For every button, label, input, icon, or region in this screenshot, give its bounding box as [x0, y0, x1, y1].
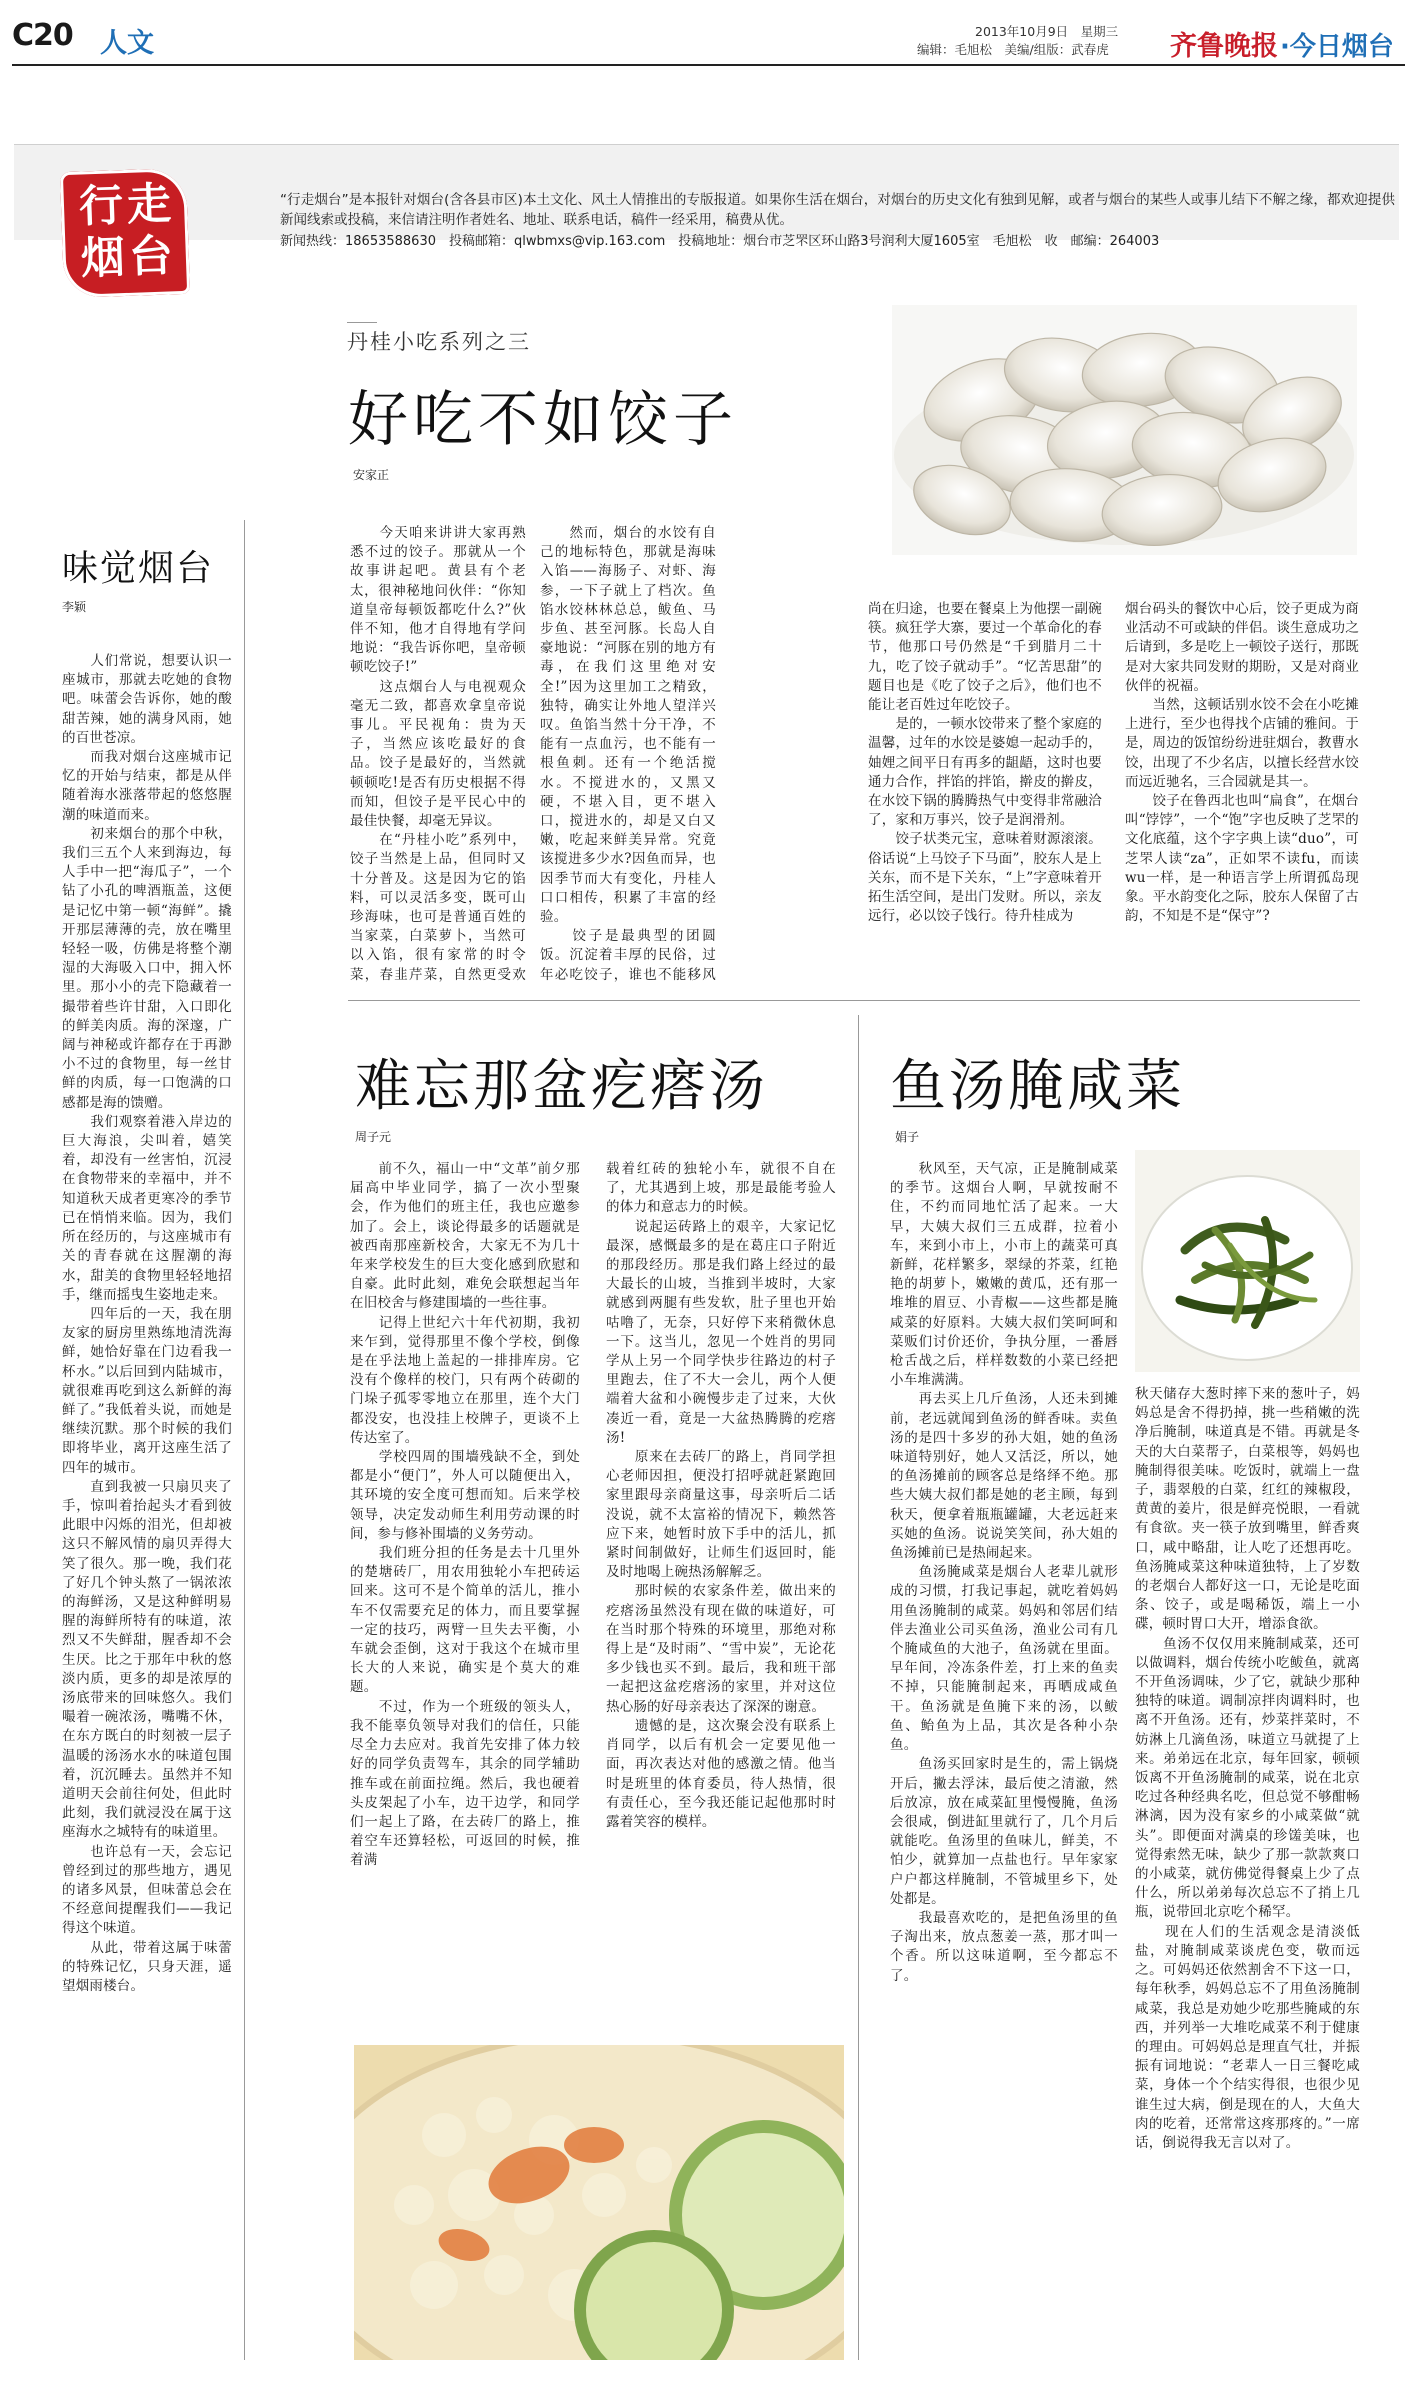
taste-body: 人们常说，想要认识一座城市，那就去吃她的食物吧。味蕾会告诉你，她的酸甜苦辣，她的满身风雨，她的百世苍凉。 而我对烟台这座城市记忆的开始与结束，都是从伴随着海水涨落带起的悠悠腥潮的味道而来。 初来烟台的那个中秋，我们三五个人来到海边，每人手中一把“海瓜子”，一个钻了小孔的啤酒瓶盖，这便是记忆中第一顿“海鲜”。撬开那层薄薄的壳，放在嘴里轻轻一吸，仿佛是将整个潮湿的大海吸入口中，拥入怀里。那小小的壳下隐藏着一撮带着些许甘甜，入口即化的鲜美肉质。海的深邃，广阔与神秘或许都存在于再渺小不过的食物里，每一丝甘鲜的肉质，每一口饱满的口感都是海的馈赠。 我们观察着港入岸边的巨大海浪，尖叫着，嬉笑着，却没有一丝害怕，沉浸在食物带来的幸福中，并不知道秋天成者更寒冷的季节已在悄悄来临。因为，我们所在经历的，与这座城市有关的青春就在这腥潮的海水，甜美的食物里轻轻地招手，继而摇曳生姿地走来。 四年后的一天，我在朋友家的厨房里熟练地清洗海鲜，她恰好靠在门边看我一杯水。”以后回到内陆城市，就很难再吃到这么新鲜的海鲜了。”我低着头说，而她是继续沉默。那个时候的我们即将毕业，离开这座生活了四年的城市。 直到我被一只扇贝夹了手，惊叫着抬起头才看到彼此眼中闪烁的泪光，但却被这只不解风情的扇贝弄得大笑了很久。那一晚，我们花了好几个钟头熬了一锅浓浓的海鲜汤，又是这种鲜明易腥的海鲜所特有的味道，浓烈又不失鲜甜，腥香却不会生厌。比之于那年中秋的悠淡内质，更多的却是浓厚的汤底带来的回味悠久。我们嘬着一碗浓汤，嘴嘴不休，在东方既白的时刻被一层子温暖的汤汤水水的味道包围着，沉沉睡去。虽然并不知道明天会前往何处，但此时此刻，我们就浸没在属于这座海水之城特有的味道里。 也许总有一天，会忘记曾经到过的那些地方，遇见的诸多风景，但味蕾总会在不经意间提醒我们——我记得这个味道。 从此，带着这属于味蕾的特殊记忆，只身天涯，遥望烟雨楼台。 [62, 653, 232, 1995]
dumplings-col-1: 今天咱来讲讲大家再熟悉不过的饺子。那就从一个故事讲起吧。黄县有个老太，很神秘地问伙伴：“你知道皇帝每顿饭都吃什么?”伙伴不知，他才自得地有学问地说：“我告诉你吧，皇帝顿顿吃饺子!” 这点烟台人与电视观众毫无二致，都喜欢拿皇帝说事儿。平民视角：贵为天子，当然应该吃最好的食品。饺子是最好的，当然就顿顿吃!是否有历史根据不得而知，但饺子是平民心中的最佳快餐，却毫无异议。 在“丹桂小吃”系列中，饺子当然是上品，但同时又十分普及。这是因为它的馅料，可以灵活多变，既可山珍海味，也可是普通百姓的当家菜，白菜萝卜，当然可以入馅，很有家常的时令菜，春韭芹菜，自然更受欢 [350, 525, 526, 983]
soup-photo [354, 2045, 844, 2360]
masthead-rule [12, 64, 1405, 66]
dumplings-photo [892, 305, 1357, 555]
column-logo-text: 行走烟台 [78, 178, 178, 285]
dumplings-col-3: 尚在归途，也要在餐桌上为他摆一副碗筷。疯狂学大寨，要过一个革命化的春节，他那口号仍然是“千到腊月二十九，吃了饺子就动手”。“忆苦思甜”的题目也是《吃了饺子之后》，他们也不能让老百姓过年吃饺子。 是的，一顿水饺带来了整个家庭的温馨，过年的水饺是婆媳一起动手的，妯娌之间平日有再多的龃龉，这时也要通力合作，拌馅的拌馅，擀皮的擀皮，在水饺下锅的腾腾热气中变得非常融洽了，家和万事兴，饺子是润滑剂。 饺子状类元宝，意味着财源滚滚。俗话说“上马饺子下马面”，胶东人是上关东，而不是下关东，“上”字意味着开拓生活空间，是出门发财。所以，亲友远行，必以饺子饯行。待升桂成为 [868, 601, 1102, 925]
page-number: C20 [12, 18, 73, 53]
soup-col-1: 前不久，福山一中“文革”前夕那届高中毕业同学，搞了一次小型聚会，作为他们的班主任，我也应邀参加了。会上，谈论得最多的话题就是被西南那座新校舍，大家无不为几十年来学校发生的巨大变化感到欣慰和自豪。此时此刻，难免会联想起当年在旧校舍与修建围墙的一些往事。 记得上世纪六十年代初期，我初来乍到，觉得那里不像个学校，倒像是在乎法地上盖起的一排排库房。它没有个像样的校门，只有两个砖砌的门垛子孤零零地立在那里，连个大门都没安，也没挂上校牌子，更谈不上传达室了。 学校四周的围墙残缺不全，到处都是小“便门”，外人可以随便出入，其环境的安全度可想而知。后来学校领导，决定发动师生利用劳动课的时间，参与修补围墙的义务劳动。 我们班分担的任务是去十几里外的楚塘砖厂，用农用独轮小车把砖运回来。这可不是个简单的活儿，推小车不仅需要充足的体力，而且要掌握一定的技巧，两臂一旦失去平衡，小车就会歪倒，这对于我这个在城市里长大的人来说，确实是个莫大的难题。 不过，作为一个班级的领头人，我不能辜负领导对我们的信任，只能尽全力去应对。我首先安排了体力较好的同学负责驾车，其余的同学辅助推车或在前面拉绳。然后，我也硬着头皮架起了小车，边干边学，和同学们一起上了路，在去砖厂的路上，推着空车还算轻松，可返回的时候，推着满 [350, 1161, 580, 1869]
dumplings-col-2: 然而，烟台的水饺有自己的地标特色，那就是海味入馅——海肠子、对虾、海参，一下子就上了档次。鱼馅水饺林林总总，鲅鱼、马步鱼、甚至河豚。长岛人自豪地说：“河豚在别的地方有毒，在我们这里绝对安全!”因为这里加工之精致，独特，确实让外地人望洋兴叹。鱼馅当然十分干净，不能有一点血污，也不能有一根鱼刺。还有一个绝活搅水。不搅进水的，又黑又硬，不堪入目，更不堪入口，搅进水的，却是又白又嫩，吃起来鲜美异常。究竟该搅进多少水?因鱼而异，也因季节而大有变化，丹桂人口口相传，积累了丰富的经验。 饺子是最典型的团圆饭。沉淀着丰厚的民俗，过年必吃饺子，谁也不能移风 [540, 525, 716, 983]
column-logo [60, 168, 190, 298]
pickle-photo [1135, 1150, 1360, 1372]
dumplings-kicker: 丹桂小吃系列之三 [347, 330, 531, 354]
kicker-rule [347, 322, 377, 323]
soup-col-2: 载着红砖的独轮小车，就很不自在了，尤其遇到上坡，那是最能考验人的体力和意志力的时候。 说起运砖路上的艰辛，大家记忆最深，感慨最多的是在葛庄口子附近的那段经历。那是我们路上经过的最大最长的山坡，当推到半坡时，大家就感到两腿有些发软，肚子里也开始咕噜了，无奈，只好停下来稍微休息一下。这当儿，忽见一个姓肖的男同学从上另一个同学快步往路边的村子里跑去，住了不大一会儿，两个人便端着大盆和小碗慢步走了过来，大伙凑近一看，竟是一大盆热腾腾的疙瘩汤! 原来在去砖厂的路上，肖同学担心老师因担，便没打招呼就赶紧跑回家里跟母亲商量这事，母亲听后二话没说，就不太富裕的情况下，赖然答应下来，她暂时放下手中的活儿，抓紧时间制做好，让师生们返回时，能及时地喝上碗热汤解解乏。 那时候的农家条件差，做出来的疙瘩汤虽然没有现在做的味道好，可在当时那个特殊的环境里，那绝对称得上是“及时雨”、“雪中炭”，无论花多少钱也买不到。最后，我和班干部一起把这盆疙瘩汤的家里，并对这位热心肠的好母亲表达了深深的谢意。 遗憾的是，这次聚会没有联系上肖同学，以后有机会一定要见他一面，再次表达对他的感激之情。他当时是班里的体育委员，待人热情，很有责任心，至今我还能记起他那时时露着笑容的模样。 [606, 1161, 836, 1830]
fish-title: 鱼汤腌咸菜 [890, 1054, 1185, 1119]
dumplings-col-4: 烟台码头的餐饮中心后，饺子更成为商业活动不可或缺的伴侣。谈生意成功之后请到，多是吃上一顿饺子送行，那既是对大家共同发财的期盼，又是对商业伙伴的祝福。 当然，这顿话别水饺不会在小吃摊上进行，至少也得找个店铺的雅间。于是，周边的饭馆纷纷进驻烟台，教曹水饺，出现了不少名店，以擅长经营水饺而远近驰名，三合园就是其一。 饺子在鲁西北也叫“扁食”，在烟台叫“饽饽”，一个“饱”字也反映了芝罘的文化底蕴，这个字字典上读“duo”，可芝罘人读“za”，正如罘不读fu，而读wu一样，是一种语言学上所谓孤岛现象。平水韵变化之际，胶东人保留了古韵，不知是不是“保守”? [1125, 601, 1359, 925]
fish-author: 娟子 [895, 1130, 920, 1144]
intro-contact: 新闻热线：18653588630 投稿邮箱：qlwbmxs@vip.163.com 投稿地址：烟台市芝罘区环山路3号润利大厦1605室 毛旭松 收 邮编：264003 [280, 234, 1160, 249]
date-line: 2013年10月9日 星期三 [975, 24, 1119, 39]
intro-paragraph: “行走烟台”是本报针对烟台(含各县市区)本土文化、风土人情推出的专版报道。如果你生活在烟台，对烟台的历史文化有独到见解，或者与烟台的某些人或事儿结下不解之缘，都欢迎提供新闻线索或投稿，来信请注明作者姓名、地址、联系电话，稿件一经采用，稿费从优。 [280, 192, 1395, 228]
newspaper-name: 齐鲁晚报 [1170, 31, 1278, 62]
editor-line: 编辑：毛旭松 美编/组版：武春虎 [917, 42, 1109, 57]
section-name: 人文 [100, 28, 154, 59]
soup-illustration [354, 2045, 844, 2360]
soup-author: 周子元 [355, 1130, 392, 1144]
pickle-illustration [1135, 1150, 1360, 1372]
fish-col-1: 秋风至，天气凉，正是腌制咸菜的季节。这烟台人啊，早就按耐不住，不约而同地忙活了起来。一大早，大姨大叔们三五成群，拉着小车，来到小市上，小市上的蔬菜可真新鲜，花样繁多，翠绿的芥菜，红艳艳的胡萝卜，嫩嫩的黄瓜，还有那一堆堆的眉豆、小青椒——这些都是腌咸菜的好原料。大姨大叔们笑呵呵和菜贩们讨价还价，争执分厘，一番唇枪舌战之后，样样数数的小菜已经把小车堆满满。 再去买上几斤鱼汤，人还未到摊前，老远就闻到鱼汤的鲜香味。卖鱼汤的是四十多岁的孙大姐，她的鱼汤味道特别好，她人又活泛，所以，她的鱼汤摊前的顾客总是络绎不绝。那些大姨大叔们都是她的老主顾，每到秋天，便拿着瓶瓶罐罐，大老远赶来买她的鱼汤。说说笑笑间，孙大姐的鱼汤摊前已是热闹起来。 鱼汤腌咸菜是烟台人老辈儿就形成的习惯，打我记事起，就吃着妈妈用鱼汤腌制的咸菜。妈妈和邻居们结伴去渔业公司买鱼汤，渔业公司有几个腌咸鱼的大池子，鱼汤就在里面。早年间，冷冻条件差，打上来的鱼卖不掉，只能腌制起来，再晒成咸鱼干。鱼汤就是鱼腌下来的汤，以鲅鱼、鲐鱼为上品，其次是各种小杂鱼。 鱼汤买回家时是生的，需上锅烧开后，撇去浮沫，最后使之清澈，然后放凉，放在咸菜缸里慢慢腌，鱼汤会很咸，倒进缸里就行了，几个月后就能吃。鱼汤里的鱼味儿，鲜美，不怕少，就算加一点盐也行。早年家家户户都这样腌制，不管城里乡下，处处都是。 我最喜欢吃的，是把鱼汤里的鱼子淘出来，放点葱姜一蒸，那才叫一个香。所以这味道啊，至今都忘不了。 [890, 1161, 1118, 1984]
dumplings-illustration [892, 305, 1357, 555]
taste-title: 味觉烟台 [62, 548, 215, 589]
fish-col-2: 秋天储存大葱时摔下来的葱叶子，妈妈总是舍不得扔掉，挑一些稍嫩的洗净后腌制，味道真是不错。再就是冬天的大白菜帮子，白菜根等，妈妈也腌制得很美味。吃饭时，就端上一盘子，翡翠般的白菜，红红的辣椒段，黄黄的姜片，很是鲜亮悦眼，一看就有食欲。夹一筷子放到嘴里，鲜香爽口，咸中略甜，让人吃了还想再吃。鱼汤腌咸菜这种味道独特，上了岁数的老烟台人都好这一口，无论是吃面条、饺子，或是喝稀饭，端上一小碟，顿时胃口大开，增添食欲。 鱼汤不仅仅用来腌制咸菜，还可以做调料，烟台传统小吃鲅鱼，就离不开鱼汤调味，少了它，就缺少那种独特的味道。调制凉拌肉调料时，也离不开鱼汤。还有，炒菜拌菜时，不妨淋上几滴鱼汤，味道立马就提了上来。弟弟远在北京，每年回家，顿顿饭离不开鱼汤腌制的咸菜，说在北京吃过各种经典名吃，但总觉不够酣畅淋漓，因为没有家乡的小咸菜做“就头”。即便面对满桌的珍馐美味，也觉得索然无味，缺少了那一款款爽口的小咸菜，就仿佛觉得餐桌上少了点什么，所以弟弟每次总忘不了捎上几瓶，说带回北京吃个稀罕。 现在人们的生活观念是清淡低盐，对腌制咸菜谈虎色变，敬而远之。可妈妈还依然割舍不下这一口，每年秋季，妈妈总忘不了用鱼汤腌制咸菜，我总是劝她少吃那些腌咸的东西，并列举一大堆吃咸菜不利于健康的理由。可妈妈总是理直气壮，并振振有词地说：“老辈人一日三餐吃咸菜，身体一个个结实得很，也很少见谁生过大病，倒是现在的人，大鱼大肉的吃着，还常常这疼那疼的。”一席话，倒说得我无言以对了。 [1135, 1386, 1360, 2151]
dumplings-title: 好吃不如饺子 [348, 385, 738, 455]
taste-divider [244, 520, 245, 2360]
taste-author: 李颖 [62, 600, 87, 614]
dumplings-bottom-rule [348, 1000, 1360, 1001]
fish-divider [858, 1015, 859, 2360]
soup-title: 难忘那盆疙瘩汤 [355, 1054, 768, 1119]
dumplings-author: 安家正 [353, 468, 390, 482]
edition-name: ·今日烟台 [1280, 32, 1394, 62]
